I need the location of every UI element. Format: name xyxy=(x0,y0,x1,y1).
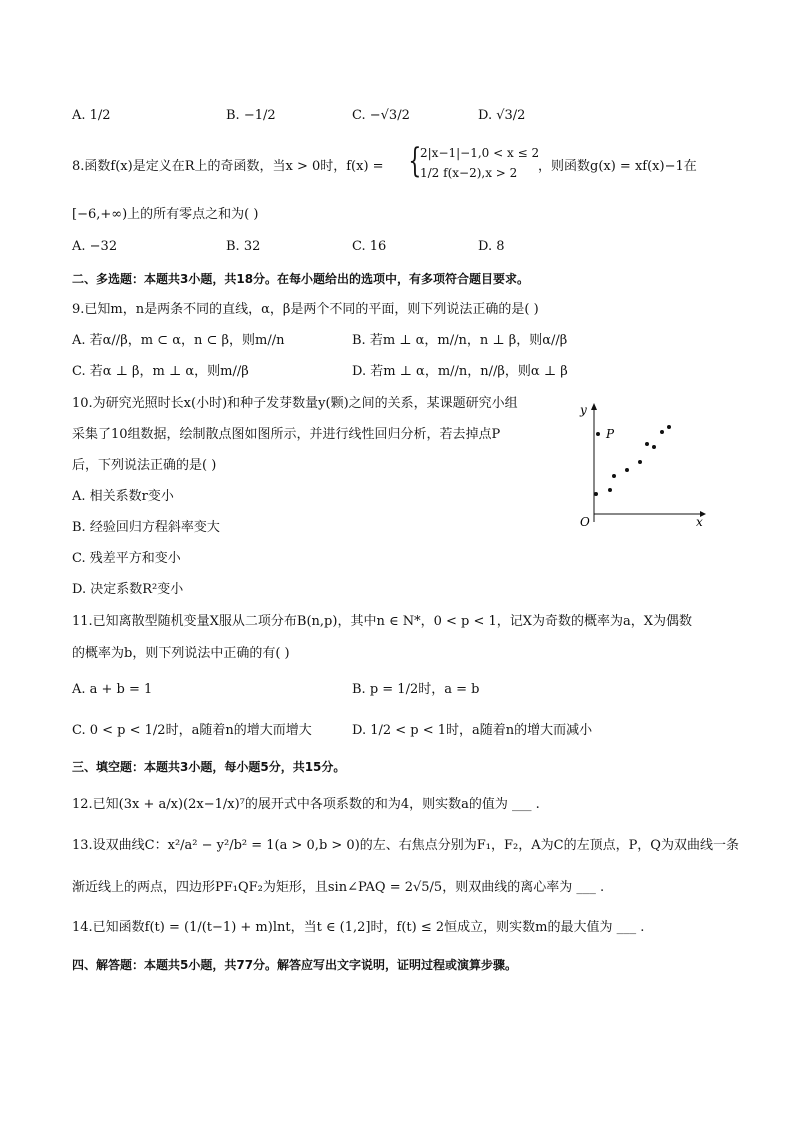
q10-line-1: 10.为研究光照时长x(小时)和种子发芽数量y(颗)之间的关系，某课题研究小组 xyxy=(72,396,518,411)
q10-option-b: B. 经验回归方程斜率变大 xyxy=(72,520,220,535)
q10-option-a: A. 相关系数r变小 xyxy=(72,489,174,504)
q12-stem: 12.已知(3x + a/x)(2x−1/x)⁷的展开式中各项系数的和为4，则实数a的值为 ___ . xyxy=(72,797,540,812)
scatter-point xyxy=(625,468,629,472)
q8-stem-end: ，则函数g(x) = xf(x)−1在 xyxy=(538,159,697,174)
scatter-point xyxy=(638,460,642,464)
q9-option-a: A. 若α//β，m ⊂ α，n ⊂ β，则m//n xyxy=(72,333,285,348)
q8-stem-start: 8.函数f(x)是定义在R上的奇函数，当x > 0时，f(x) = xyxy=(72,159,384,174)
q8-piece-2: 1/2 f(x−2),x > 2 xyxy=(420,166,518,180)
point-p-label: P xyxy=(606,427,615,441)
q9-option-d: D. 若m ⊥ α，m//n，n//β，则α ⊥ β xyxy=(352,364,568,379)
q11-option-a: A. a + b = 1 xyxy=(72,682,153,697)
q9-stem: 9.已知m，n是两条不同的直线，α，β是两个不同的平面，则下列说法正确的是( ) xyxy=(72,302,539,317)
q11-option-c: C. 0 < p < 1/2时，a随着n的增大而增大 xyxy=(72,723,312,738)
q7-option-a: A. 1/2 xyxy=(72,108,111,123)
scatter-point xyxy=(594,492,598,496)
origin-label: O xyxy=(580,515,590,529)
x-axis-label: x xyxy=(696,515,703,529)
q9-option-b: B. 若m ⊥ α，m//n，n ⊥ β，则α//β xyxy=(352,333,568,348)
q10-line-3: 后，下列说法正确的是( ) xyxy=(72,458,217,473)
q8-stem-line2: [−6,+∞)上的所有零点之和为( ) xyxy=(72,207,259,222)
q8-option-c: C. 16 xyxy=(352,239,387,254)
q7-option-d: D. √3/2 xyxy=(478,108,526,123)
q13-line-1: 13.设双曲线C：x²/a² − y²/b² = 1(a > 0,b > 0)的左、右焦点分别为F₁，F₂，A为C的左顶点，P，Q为双曲线一条 xyxy=(72,838,739,853)
scatter-point xyxy=(612,474,616,478)
section-3-heading: 三、填空题：本题共3小题，每小题5分，共15分。 xyxy=(72,760,346,774)
q10-option-d: D. 决定系数R²变小 xyxy=(72,582,184,597)
y-axis-arrow xyxy=(591,403,597,410)
scatter-point xyxy=(645,442,649,446)
q8-option-a: A. −32 xyxy=(72,239,118,254)
scatter-point xyxy=(660,430,664,434)
scatter-point xyxy=(652,445,656,449)
q9-option-c: C. 若α ⊥ β，m ⊥ α，则m//β xyxy=(72,364,249,379)
q7-option-c: C. −√3/2 xyxy=(352,108,410,123)
q8-piece-1: 2|x−1|−1,0 < x ≤ 2 xyxy=(420,146,540,160)
q13-line-2: 渐近线上的两点，四边形PF₁QF₂为矩形，且sin∠PAQ = 2√5/5，则双曲线的离心率为 ___ . xyxy=(72,880,605,895)
q14-stem: 14.已知函数f(t) = (1/(t−1) + m)lnt，当t ∈ (1,2]时，f(t) ≤ 2恒成立，则实数m的最大值为 ___ . xyxy=(72,920,645,935)
q11-option-b: B. p = 1/2时，a = b xyxy=(352,682,480,697)
section-4-heading: 四、解答题：本题共5小题，共77分。解答应写出文字说明，证明过程或演算步骤。 xyxy=(72,958,518,972)
scatter-point xyxy=(608,488,612,492)
q7-option-b: B. −1/2 xyxy=(226,108,276,123)
scatter-point xyxy=(667,425,671,429)
q11-line-2: 的概率为b，则下列说法中正确的有( ) xyxy=(72,646,290,661)
scatter-point-p xyxy=(596,432,600,436)
section-2-heading: 二、多选题：本题共3小题，共18分。在每小题给出的选项中，有多项符合题目要求。 xyxy=(72,272,530,286)
q8-brace: { xyxy=(408,141,422,181)
q11-line-1: 11.已知离散型随机变量X服从二项分布B(n,p)，其中n ∈ N*，0 < p < 1，记X为奇数的概率为a，X为偶数 xyxy=(72,614,693,629)
q10-line-2: 采集了10组数据，绘制散点图如图所示，并进行线性回归分析，若去掉点P xyxy=(72,427,501,442)
q8-option-d: D. 8 xyxy=(478,239,505,254)
q11-option-d: D. 1/2 < p < 1时，a随着n的增大而减小 xyxy=(352,723,593,738)
q10-scatter-plot xyxy=(568,398,708,530)
y-axis-label: y xyxy=(580,403,587,417)
q10-option-c: C. 残差平方和变小 xyxy=(72,551,181,566)
q8-option-b: B. 32 xyxy=(226,239,261,254)
